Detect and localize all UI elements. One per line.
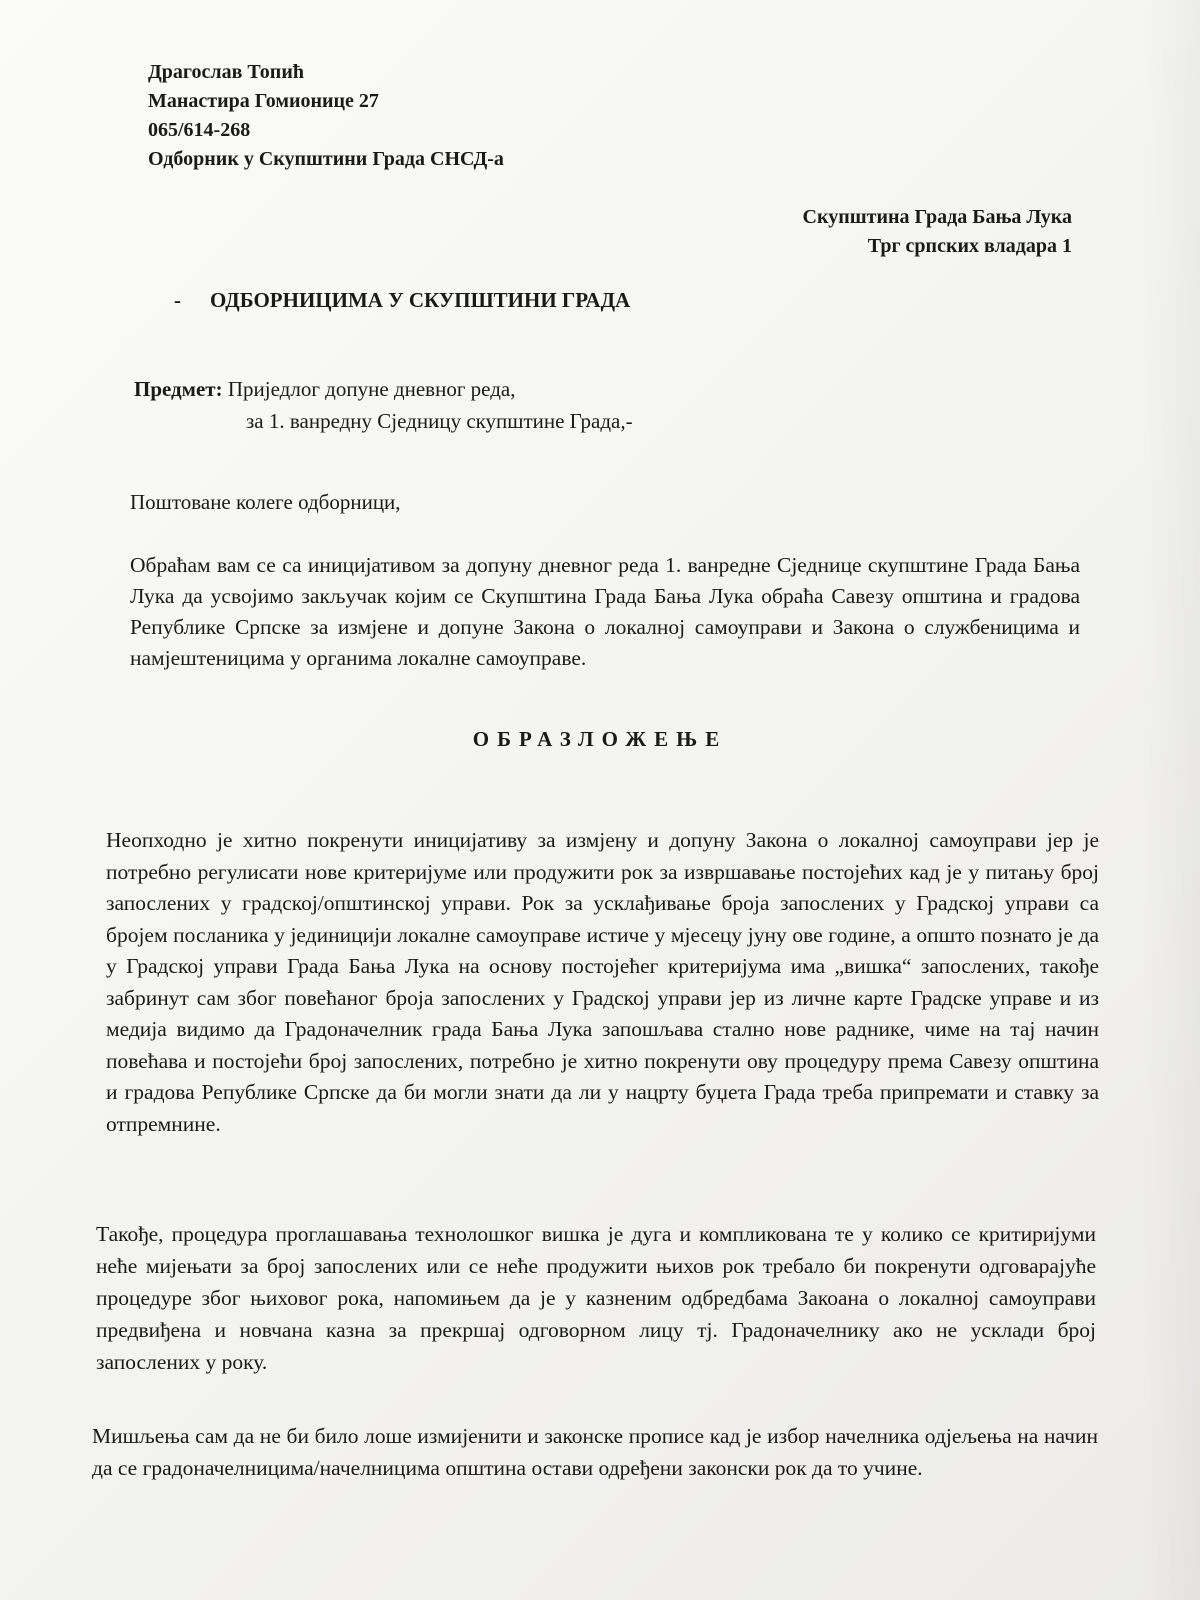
addressee-line (174, 288, 630, 313)
subject-block (134, 373, 633, 437)
addressee-dash: - (174, 288, 181, 312)
page-shadow (1140, 0, 1200, 1600)
recipient-block (803, 203, 1072, 261)
body-paragraph-3: Мишљења сам да не би било лоше измијенити и законске прописе кад је избор начелника одјељења на начин да се градоначелницима/начелницима општина остави одређени законски рок да то учине. (92, 1424, 1098, 1480)
subject-line-1: Приједлог допуне дневног реда, (227, 377, 516, 401)
sender-phone: 065/614-268 (148, 119, 251, 141)
sender-address: Манастира Гомионице 27 (148, 90, 379, 112)
sender-block (148, 58, 504, 174)
section-heading: ОБРАЗЛОЖЕЊЕ (472, 727, 728, 751)
addressee-text: ОДБОРНИЦИМА У СКУПШТИНИ ГРАДА (210, 288, 631, 312)
body-paragraph-2: Такође, процедура проглашавања технолошког вишка је дуга и компликована те у колико се критиријуми неће мијењати за број запослених или се неће продужити њихов рок требало би покренути одговарајуће процедуре због њиховог рока, напомињем да је у казненим одбредбама Закоана о локалној самоуправи предвиђена и новчана казна за прекршај одговорном лицу тј. Градоначелнику ако не усклади број запослених у року. (96, 1222, 1096, 1374)
intro-paragraph: Обраћам вам се са иницијативом за допуну дневног реда 1. ванредне Сједнице скупштине Града Бања Лука да усвојимо закључак којим се Скупштина Града Бања Лука обраћа Савезу општина и градова Републике Српске за измјене и допуне Закона о локалној самоуправи и Закона о службеницима и намјештеницима у органима локалне самоуправе. (130, 553, 1080, 670)
subject-label: Предмет: (134, 377, 223, 401)
body-paragraph-1: Неопходно је хитно покренути иницијативу за измјену и допуну Закона о локалној самоуправи јер је потребно регулисати нове критеријуме или продужити рок за извршавање постојећих кад је у питању број запослених у градској/општинској управи. Рок за усклађивање броја запослених у Градској управи са бројем посланика у јединицији локалне самоуправе истиче у мјесецу јуну ове године, а општо познато је да у Градској управи Града Бања Лука на основу постојећег критеријума има „вишка“ запослених, такође забринут сам због повећаног броја запослених у Градској управи јер из личне карте Градске управе и из медија видимо да Градоначелник града Бања Лука запошљава стално нове раднике, чиме на тај начин повећава и постојећи број запослених, потребно је хитно покренути ову процедуру према Савезу општина и градова Републике Српске да би могли знати да ли у нацрту буџета Града треба припремати и ставку за отпремнине. (106, 828, 1099, 1136)
sender-name: Драгослав Топић (148, 61, 304, 83)
subject-line-2: за 1. ванредну Сједницу скупштине Града,- (246, 409, 633, 433)
recipient-address: Трг српских владара 1 (867, 235, 1072, 257)
sender-role: Одборник у Скупштини Града СНСД-а (148, 148, 504, 170)
greeting: Поштоване колеге одборници, (130, 490, 401, 514)
recipient-institution: Скупштина Града Бања Лука (802, 206, 1072, 228)
